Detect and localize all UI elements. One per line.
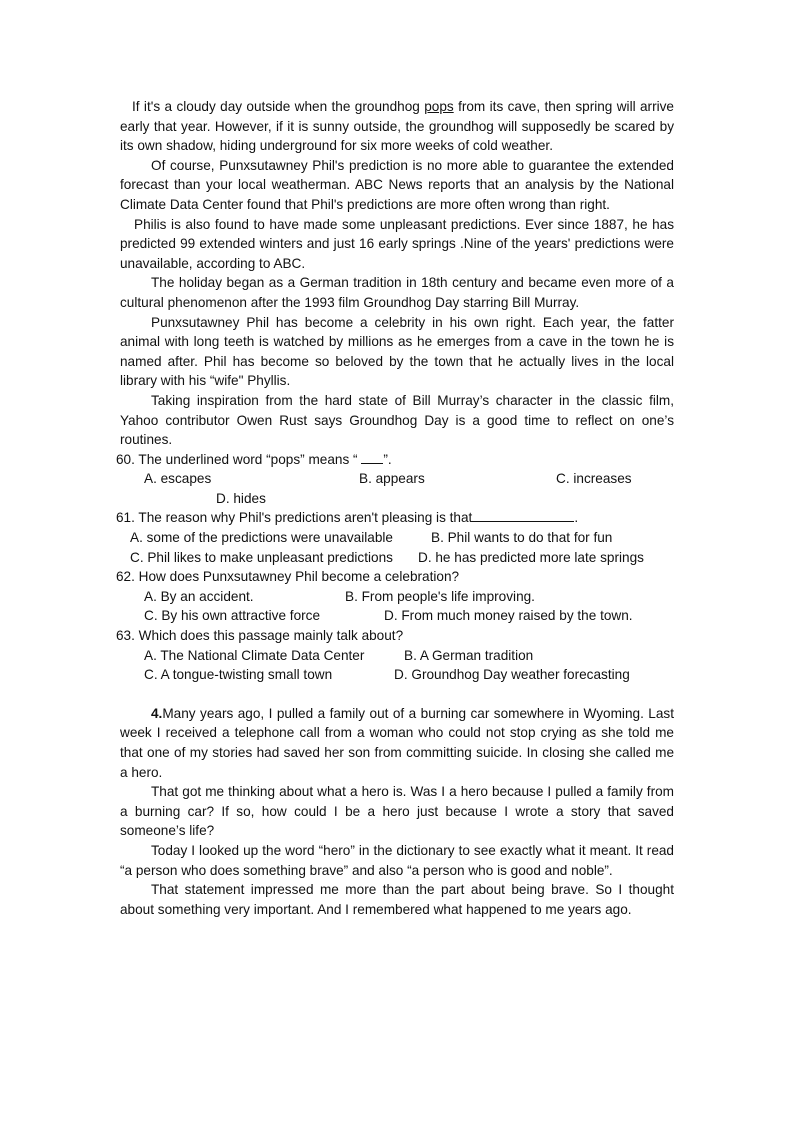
question-61 [116,508,674,567]
passage-4-paragraph-1: 4.Many years ago, I pulled a family out of a burning car somewhere in Wyoming. Last week I received a telephone call from a woman who could not stop crying as she told me that one of my stories had saved her son from committing suicide. In closing she called me a hero. [120,705,674,780]
section-gap [120,685,674,704]
answer-blank [361,451,383,464]
passage-number: 4. [151,705,163,721]
option-a: A. The National Climate Data Center [144,647,365,663]
paragraph-6: Taking inspiration from the hard state of Bill Murray’s character in the classic film, Yahoo contributor Owen Rust says Groundhog Day is a good time to reflect on one’s routines. [120,392,674,448]
option-c: C. Phil likes to make unpleasant predictions [130,549,393,565]
paragraph-4: The holiday began as a German tradition in 18th century and became even more of a cultural phenomenon after the 1993 film Groundhog Day starring Bill Murray. [120,275,674,310]
option-a: A. By an accident. [144,588,254,604]
answer-blank [472,509,574,522]
question-60-stem: 60. The underlined word “pops” means “ ”. [116,451,392,467]
option-b: B. appears [359,471,425,487]
option-d: D. Groundhog Day weather forecasting [394,667,630,683]
underlined-word-pops: pops [424,99,454,114]
option-b: B. Phil wants to do that for fun [431,530,613,546]
option-a: A. escapes [144,471,212,487]
question-62-options-row-2 [116,606,674,626]
option-d: D. hides [216,490,266,506]
option-b: B. From people's life improving. [345,588,535,604]
paragraph-2: Of course, Punxsutawney Phil's prediction is no more able to guarantee the extended forecast than your local weatherman. ABC News reports that an analysis by the National Climate Data Center found that Phil's predictions are more often wrong than right. [120,157,674,212]
question-60-options-row-2 [116,489,674,509]
question-62-stem: 62. How does Punxsutawney Phil become a celebration? [116,569,460,585]
option-c: C. increases [556,471,632,487]
option-d: D. From much money raised by the town. [384,608,633,624]
question-61-stem: 61. The reason why Phil's predictions aren't pleasing is that . [116,510,579,526]
question-62 [116,567,674,626]
document-page [116,97,674,919]
question-63 [116,626,674,685]
paragraph-5: Punxsutawney Phil has become a celebrity in his own right. Each year, the fatter animal with long teeth is watched by millions as he emerges from a cave in the town he is named after. Phil has become so beloved by the town that he actually lives in the local library with his “wife" Phyllis. [120,314,674,389]
question-61-options-row-2 [116,548,674,568]
passage-4-paragraph-2: That got me thinking about what a hero is. Was I a hero because I pulled a family from a burning car? If so, how could I be a hero just because I wrote a story that saved someone’s life? [120,784,674,839]
question-62-options-row [116,587,674,607]
question-63-options-row-2 [116,665,674,685]
passage-4-paragraph-4: That statement impressed me more than the part about being brave. So I thought about something very important. And I remembered what happened to me years ago. [120,882,674,917]
option-b: B. A German tradition [404,647,534,663]
option-d: D. he has predicted more late springs [418,549,644,565]
passage-4-paragraph-3: Today I looked up the word “hero” in the dictionary to see exactly what it meant. It read “a person who does something brave” and also “a person who is good and noble”. [120,842,674,878]
question-63-options-row [116,646,674,666]
option-a: A. some of the predictions were unavailable [130,530,393,546]
option-c: C. A tongue-twisting small town [144,667,333,683]
question-60-options-row [116,469,674,489]
question-63-stem: 63. Which does this passage mainly talk about? [116,628,404,644]
question-61-options-row [116,528,674,548]
paragraph-1: If it's a cloudy day outside when the groundhog pops from its cave, then spring will arrive early that year. However, if it is sunny outside, the groundhog will supposedly be scared by its own shadow, hiding underground for six more weeks of cold weather. [120,99,674,154]
paragraph-3: Philis is also found to have made some unpleasant predictions. Ever since 1887, he has predicted 99 extended winters and just 16 early springs .Nine of the years' predictions were unavailable, according to ABC. [120,216,674,271]
question-60 [116,450,674,509]
option-c: C. By his own attractive force [144,608,321,624]
